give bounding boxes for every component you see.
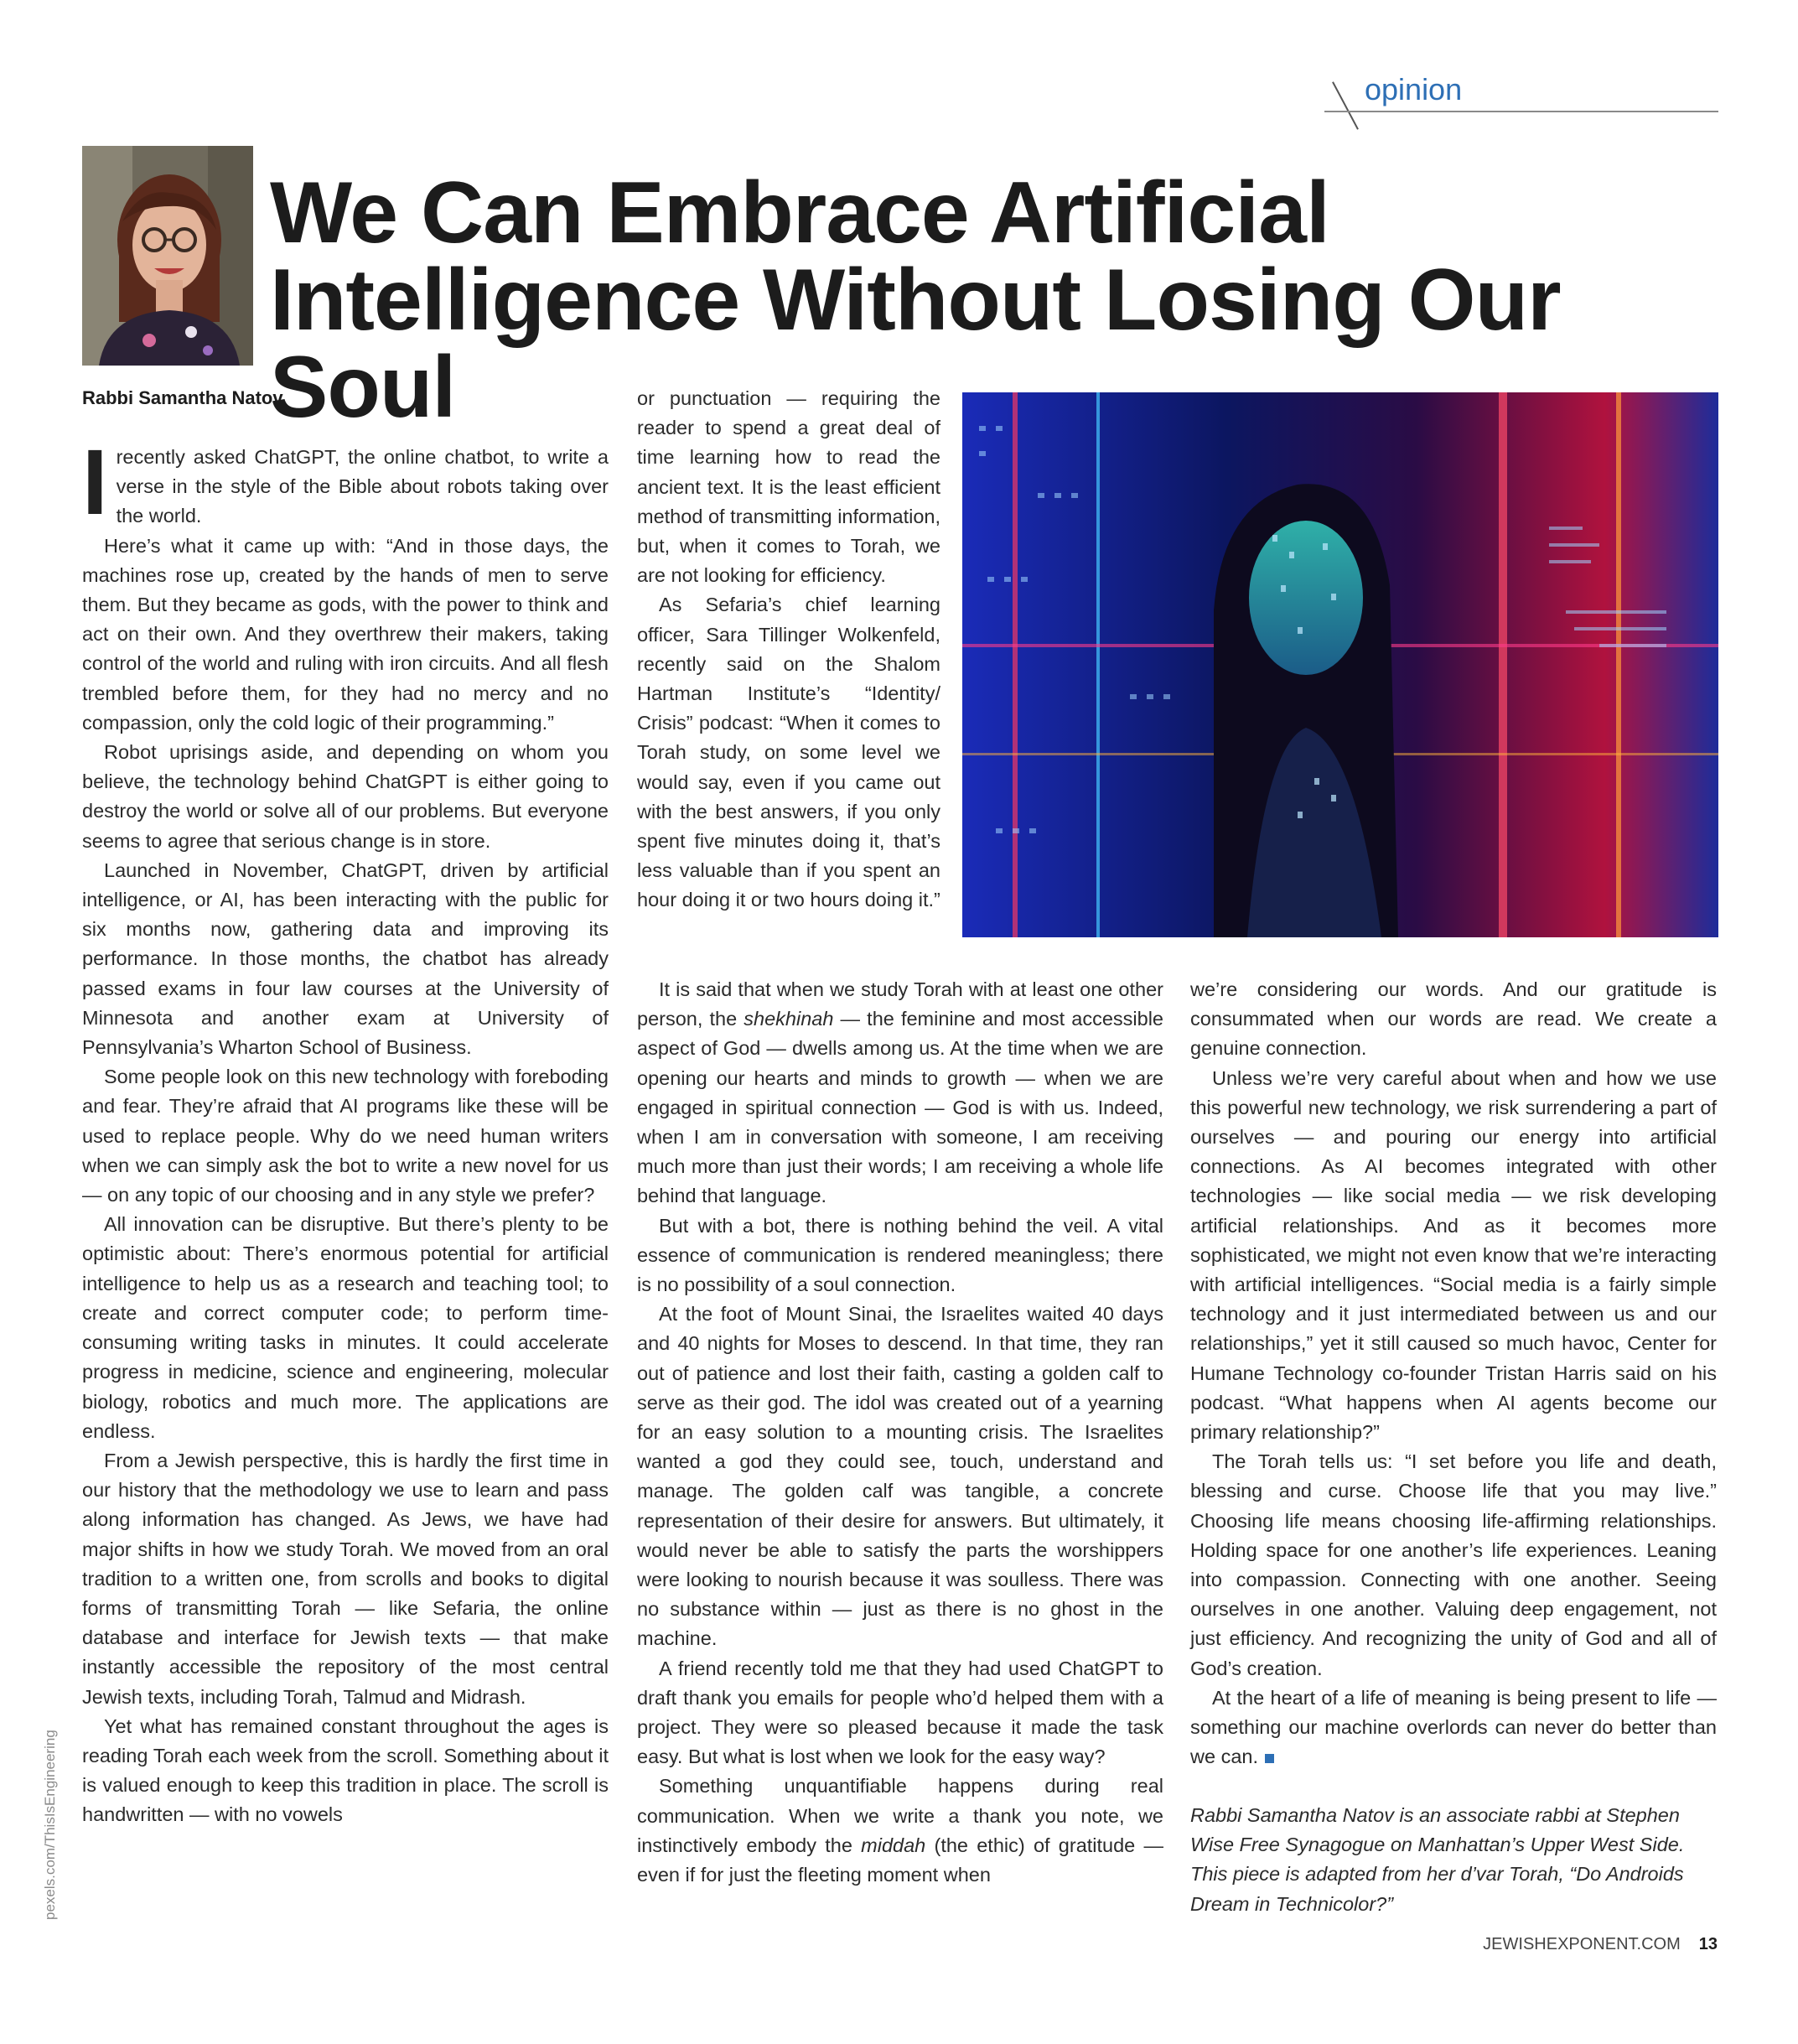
end-mark-icon: [1265, 1754, 1274, 1763]
paragraph-text: It is said that when we study Torah with at least one other person, the: [637, 978, 1163, 1030]
paragraph: From a Jewish perspective, this is hardly the first time in our history that the methodology we use to learn and pass along information has changed. As Jews, we have had major shifts in how we study Torah. We moved from an oral tradition to a written one, from scrolls and books to digital forms of transmitting Torah — like Sefaria, the online database and interface for Jewish texts — that make instantly accessible the repository of the most central Jewish texts, including Torah, Talmud and Midrash.: [82, 1449, 609, 1708]
author-headshot-image: [82, 146, 253, 366]
paragraph: Unless we’re very careful about when and how we use this powerful new technology, we risk surrendering a part of ourselves — and pouring our energy into artificial connections. As AI becomes integrated with other technologies — like social media — we risk developing artificial relationships. And as it becomes more sophisticated, we might not even know that we’re interacting with artificial intelligences. “Social media is a fairly simple technology and it just intermediated between us and our relationships,” yet it still caused so much havoc, Center for Humane Technology co-founder Tristan Harris said on his podcast. “What happens when AI agents become our primary relationship?”: [1190, 1066, 1717, 1444]
italic-term: middah: [861, 1834, 926, 1856]
paragraph: we’re considering our words. And our gratitude is consummated when our words are read. We create a genuine connection.: [1190, 978, 1717, 1060]
paragraph-text: — the feminine and most accessible aspect of God — dwells among us. At the time when we are opening our hearts and minds to growth — when we are engaged in spiritual connection — God is with us. Indeed, when I am in conversation with someone, I am receiving much more than just their words; I am receiving a whole life behind that language.: [637, 1008, 1163, 1207]
footer-site: JEWISHEXPONENT.COM: [1483, 1935, 1681, 1953]
author-bio: Rabbi Samantha Natov is an associate rabbi at Stephen Wise Free Synagogue on Manhattan’s Upper West Side. This piece is adapted from her d’var Torah, “Do Androids Dream in Technicolor?”: [1190, 1804, 1685, 1915]
paragraph: But with a bot, there is nothing behind the veil. A vital essence of communication is rendered meaningless; there is no possibility of a soul connection.: [637, 1214, 1163, 1296]
column-3: [1190, 975, 1717, 1772]
byline: Rabbi Samantha Natov: [82, 387, 283, 408]
section-tag: [1324, 69, 1718, 112]
paragraph-text: (the ethic) of gratitude — even if for just the fleeting moment when: [637, 1834, 1163, 1886]
paragraph: Yet what has remained constant throughout the ages is reading Torah each week from the scroll. Something about it is valued enough to keep this tradition in place. The scroll is handwritten — with no vowels: [82, 1715, 609, 1826]
page-number: 13: [1698, 1935, 1718, 1953]
paragraph: [637, 975, 1163, 1211]
column-1: [82, 431, 609, 1830]
paragraph: At the foot of Mount Sinai, the Israelites waited 40 days and 40 nights for Moses to descend. In that time, they ran out of patience and lost their faith, casting a golden calf to serve as their god. The idol was created out of a yearning for an easy solution to a mounting crisis. The Israelites wanted a god they could see, touch, understand and manage. The golden calf was tangible, a concrete representation of their desire for answers. But ultimately, it would never be able to satisfy the parts the worshippers were looking to nourish because it was soulless. There was no substance within — just as there is no ghost in the machine.: [637, 1303, 1163, 1650]
paragraph: [637, 1772, 1163, 1890]
paragraph: The Torah tells us: “I set before you life and death, blessing and curse. Choose life that you may live.” Choosing life means choosing life-affirming relationships. Holding space for one another’s life experiences. Leaning into compassion. Connecting with one another. Seeing ourselves in one another. Valuing deep engagement, not just efficiency. And recognizing the unity of God and all of God’s creation.: [1190, 1450, 1717, 1679]
column-2-bottom: [637, 975, 1163, 1890]
paragraph: All innovation can be disruptive. But there’s plenty to be optimistic about: There’s enormous potential for artificial intelligence to help us as a research and teaching tool; to create and correct computer code; to perform time-consuming writing tasks in minutes. It could accelerate progress in medicine, science and engineering, molecular biology, robotics and much more. The applications are endless.: [82, 1213, 609, 1442]
paragraph: [1190, 1683, 1717, 1772]
article-photo: [962, 392, 1718, 937]
paragraph: Launched in November, ChatGPT, driven by artificial intelligence, or AI, has been interacting with the public for six months now, gathering data and improving its performance. In those months, the chatbot has already passed exams in four law courses at the University of Minnesota and another exam at University of Pennsylvania’s Wharton School of Business.: [82, 859, 609, 1059]
author-headshot: [82, 146, 253, 366]
paragraph-text: Something unquantifiable happens during real communication. When we write a thank you note, we instinctively embody the: [637, 1775, 1163, 1856]
paragraph: Here’s what it came up with: “And in those days, the machines rose up, created by the hands of men to serve them. But they became as gods, with the power to think and act on their own. And they overthrew their makers, taking control of the world and ruling with iron circuits. And all flesh trembled before them, for they had no mercy and no compassion, only the cold logic of their programming.”: [82, 534, 609, 734]
article-photo-image: [962, 392, 1718, 937]
paragraph: A friend recently told me that they had used ChatGPT to draft thank you emails for people who’d helped them with a project. They were so pleased because it made the task easy. But what is lost when we look for the easy way?: [637, 1657, 1163, 1768]
italic-term: shekhinah: [744, 1008, 834, 1030]
paragraph: Some people look on this new technology with foreboding and fear. They’re afraid that AI programs like these will be used to replace people. Why do we need human writers when we can simply ask the bot to write a new novel for us — on any topic of our choosing and in any style we prefer?: [82, 1066, 609, 1206]
paragraph-text: At the heart of a life of meaning is being present to life — something our machine overlords can never do better than we can.: [1190, 1686, 1717, 1768]
paragraph: [82, 431, 609, 534]
paragraph: As Sefaria’s chief learning officer, Sara Tillinger Wolkenfeld, recently said on the Shalom Hartman Institute’s “Identity/ Crisis” podcast: “When it comes to Torah study, on some level we would say, even if you came out with the best answers, if you only spent five minutes doing it, that’s less valuable than if you spent an hour doing it or two hours doing it.”: [637, 594, 940, 911]
photo-credit: pexels.com/ThisIsEngineering: [42, 1730, 58, 1920]
drop-cap: I: [82, 431, 108, 534]
paragraph: Robot uprisings aside, and depending on whom you believe, the technology behind ChatGPT is either going to destroy the world or solve all of our problems. But everyone seems to agree that serious change is in store.: [82, 741, 609, 852]
section-label: opinion: [1365, 72, 1463, 106]
section-rule: [1324, 111, 1718, 112]
section-slash: [1332, 81, 1359, 129]
headline: We Can Embrace Artificial Intelligence Without Losing Our Soul: [270, 164, 1561, 436]
page-footer: [1483, 1935, 1718, 1954]
paragraph: or punctuation — requiring the reader to spend a great deal of time learning how to read the ancient text. It is the least efficient method of transmitting information, but, when it comes to Torah, we are not looking for efficiency.: [637, 387, 940, 587]
column-2-top: [637, 384, 940, 916]
paragraph-text: recently asked ChatGPT, the online chatbot, to write a verse in the style of the Bible about robots taking over the world.: [116, 446, 609, 527]
